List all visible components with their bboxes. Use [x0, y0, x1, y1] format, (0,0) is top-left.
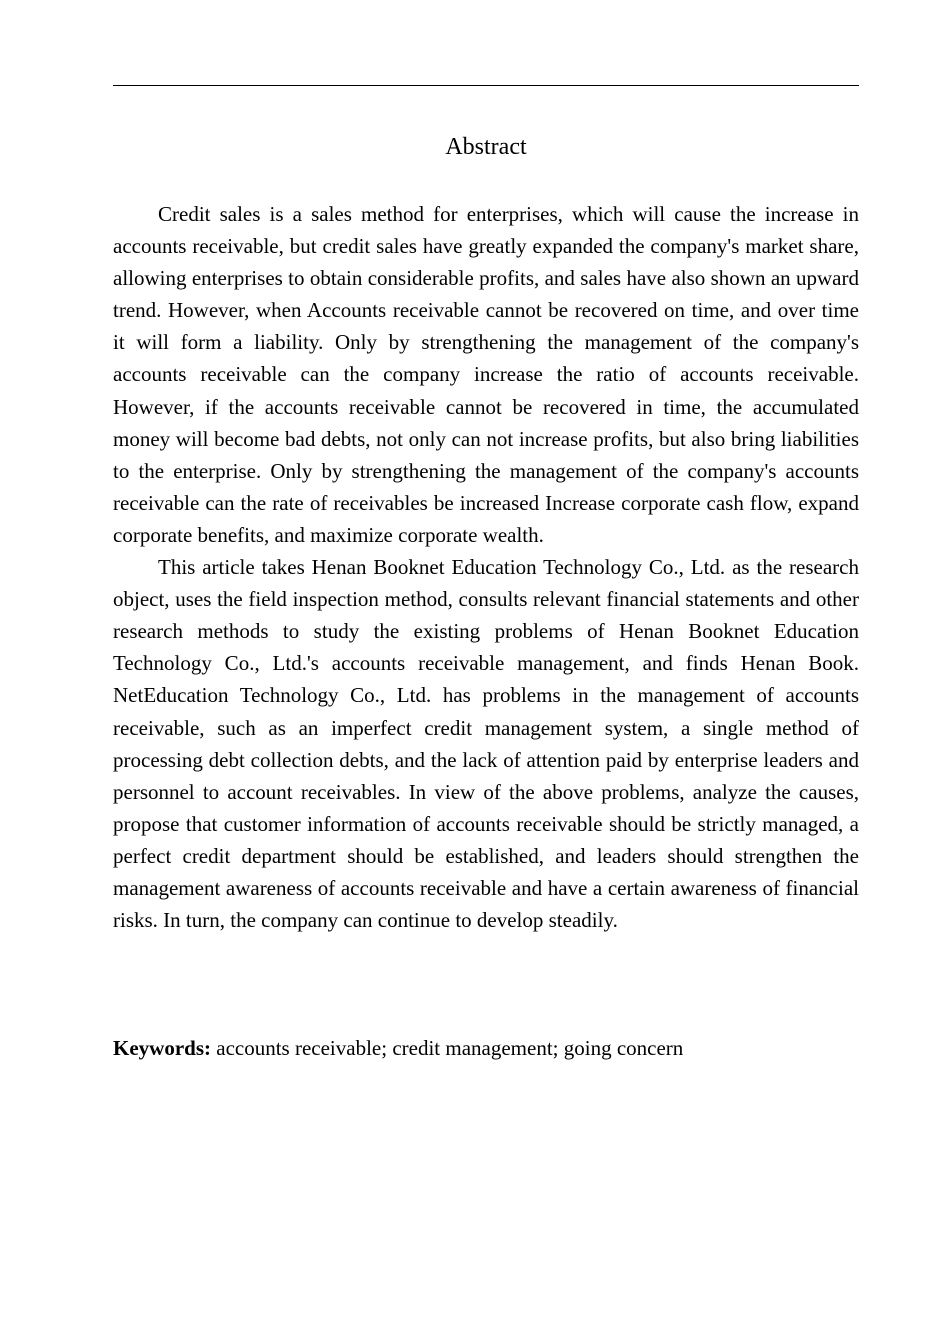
abstract-title: Abstract [445, 134, 527, 160]
keywords-text: accounts receivable; credit management; going concern [216, 1036, 684, 1060]
abstract-paragraph-1: Credit sales is a sales method for enterprises, which will cause the increase in accounts receivable, but credit sales have greatly expanded the company's market share, allowing enterprises to obtain considerable profits, and sales have also shown an upward trend. However, when Accounts receivable cannot be recovered on time, and over time it will form a liability. Only by strengthening the management of the company's accounts receivable can the company increase the ratio of accounts receivable. However, if the accounts receivable cannot be recovered in time, the accumulated money will become bad debts, not only can not increase profits, but also bring liabilities to the enterprise. Only by strengthening the management of the company's accounts receivable can the rate of receivables be increased Increase corporate cash flow, expand corporate benefits, and maximize corporate wealth. [113, 202, 859, 547]
header-rule [113, 85, 859, 86]
abstract-body [113, 198, 859, 936]
keywords-line [113, 1032, 859, 1064]
abstract-paragraph-2: This article takes Henan Booknet Education Technology Co., Ltd. as the research object, uses the field inspection method, consults relevant financial statements and other research methods to study the existing problems of Henan Booknet Education Technology Co., Ltd.'s accounts receivable management, and finds Henan Book. NetEducation Technology Co., Ltd. has problems in the management of accounts receivable, such as an imperfect credit management system, a single method of processing debt collection debts, and the lack of attention paid by enterprise leaders and personnel to account receivables. In view of the above problems, analyze the causes, propose that customer information of accounts receivable should be strictly managed, a perfect credit department should be established, and leaders should strengthen the management awareness of accounts receivable and have a certain awareness of financial risks. In turn, the company can continue to develop steadily. [113, 555, 859, 933]
keywords-label: Keywords: [113, 1036, 211, 1060]
